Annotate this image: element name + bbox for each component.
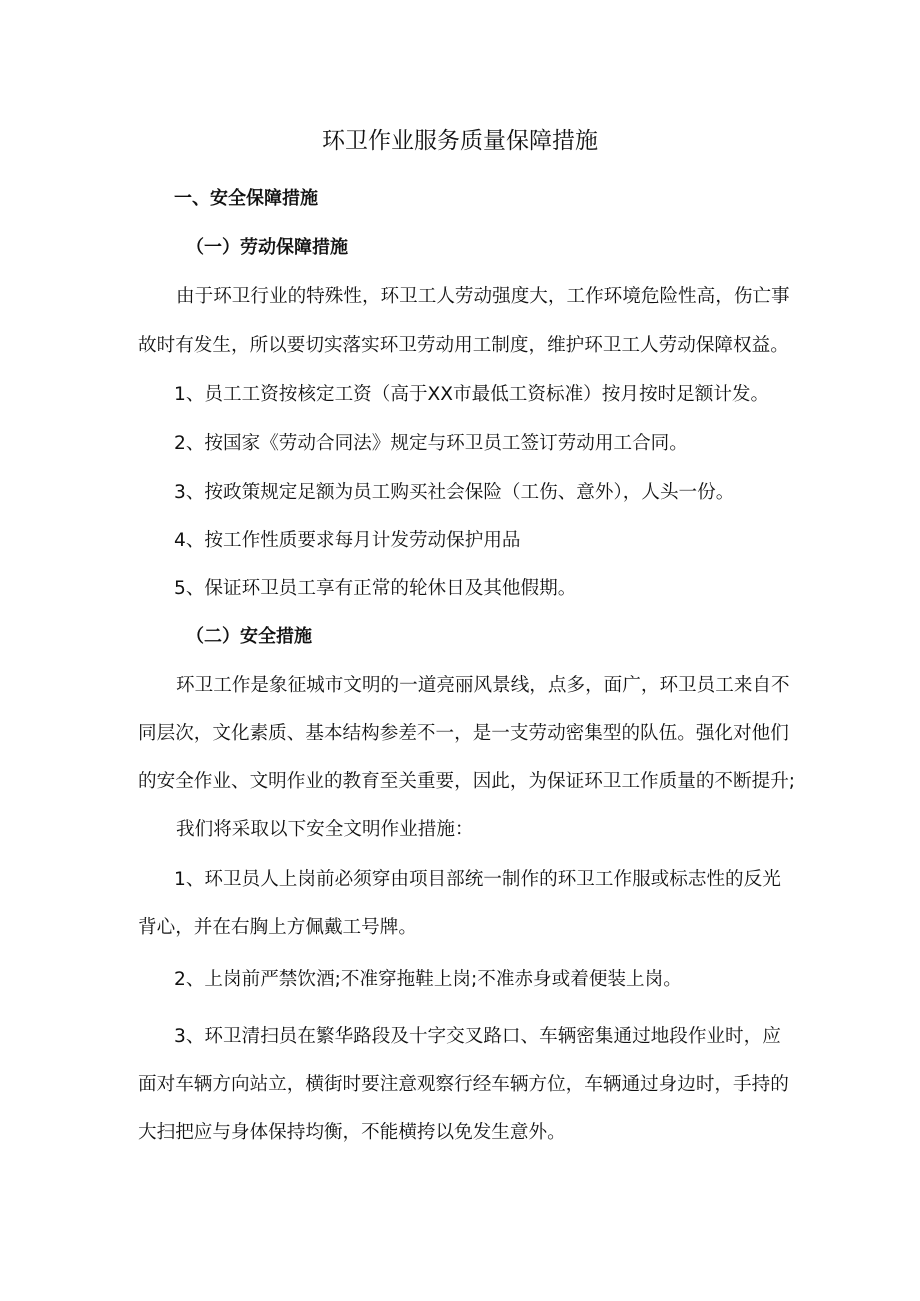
labor-item-2: 2、按国家《劳动合同法》规定与环卫员工签订劳动用工合同。 [174, 433, 688, 454]
labor-intro-line-2: 故时有发生，所以要切实落实环卫劳动用工制度，维护环卫工人劳动保障权益。 [138, 335, 789, 356]
safety-item-2: 2、上岗前严禁饮酒;不准穿拖鞋上岗;不准赤身或着便装上岗。 [174, 969, 682, 990]
labor-item-4: 4、按工作性质要求每月计发劳动保护用品 [174, 530, 521, 551]
safety-item-3-line-3: 大扫把应与身体保持均衡，不能横挎以免发生意外。 [138, 1122, 566, 1143]
safety-item-1-line-2: 背心，并在右胸上方佩戴工号牌。 [138, 917, 417, 938]
safety-para-line-2: 同层次，文化素质、基本结构参差不一，是一支劳动密集型的队伍。强化对他们 [138, 723, 789, 744]
section-heading-safety: 一、安全保障措施 [174, 188, 318, 209]
subsection-heading-safety-measures: （二）安全措施 [186, 626, 312, 647]
safety-para-line-1: 环卫工作是象征城市文明的一道亮丽风景线，点多，面广，环卫员工来自不 [176, 675, 790, 696]
labor-intro-line-1: 由于环卫行业的特殊性，环卫工人劳动强度大，工作环境危险性高，伤亡事 [176, 286, 790, 307]
safety-para-line-3: 的安全作业、文明作业的教育至关重要，因此，为保证环卫工作质量的不断提升; [138, 771, 796, 792]
labor-item-3: 3、按政策规定足额为员工购买社会保险（工伤、意外），人头一份。 [174, 482, 735, 503]
subsection-heading-labor: （一）劳动保障措施 [186, 237, 348, 258]
labor-item-1: 1、员工工资按核定工资（高于XX市最低工资标准）按月按时足额计发。 [174, 384, 770, 405]
safety-measures-intro: 我们将采取以下安全文明作业措施： [176, 819, 474, 840]
page-title: 环卫作业服务质量保障措施 [322, 128, 598, 154]
safety-item-3-line-2: 面对车辆方向站立，横街时要注意观察行经车辆方位，车辆通过身边时，手持的 [138, 1074, 789, 1095]
labor-item-5: 5、保证环卫员工享有正常的轮休日及其他假期。 [174, 578, 577, 599]
safety-item-1-line-1: 1、环卫员人上岗前必须穿由项目部统一制作的环卫工作服或标志性的反光 [174, 869, 781, 890]
safety-item-3-line-1: 3、环卫清扫员在繁华路段及十字交叉路口、车辆密集通过地段作业时，应 [174, 1026, 781, 1047]
